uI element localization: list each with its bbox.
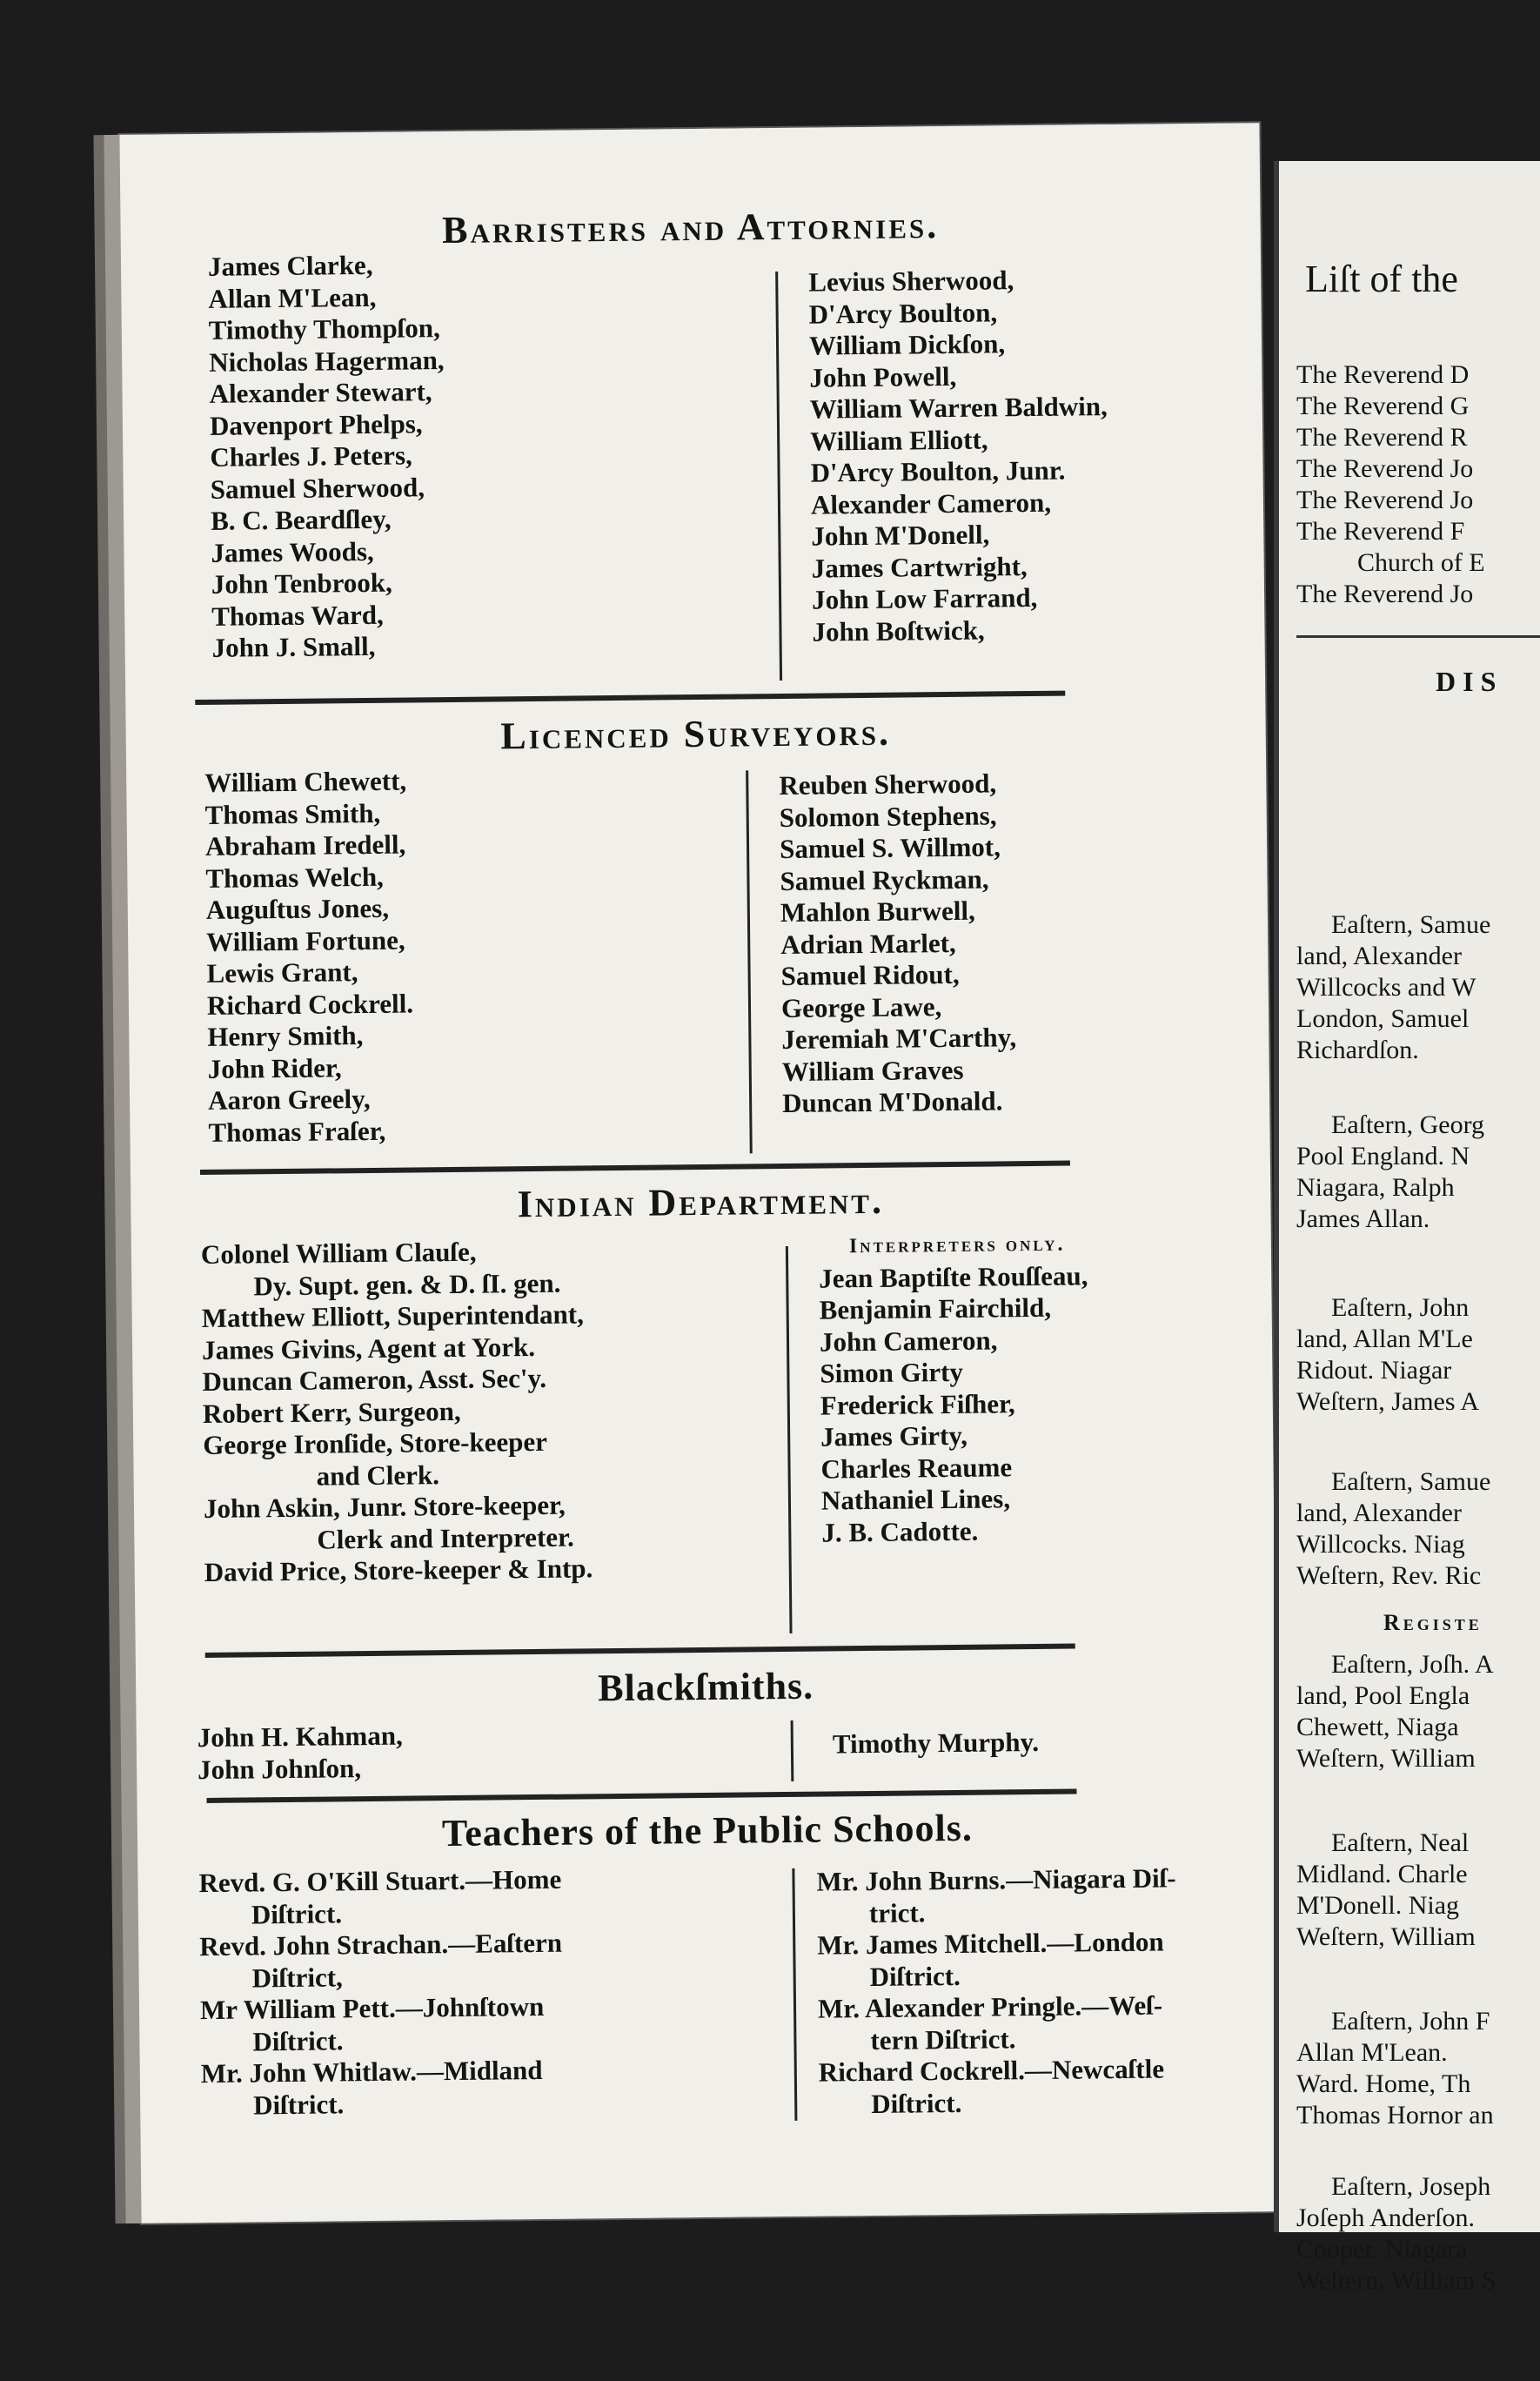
section-rule [205, 1644, 1075, 1658]
list-entry: Simon Girty [820, 1356, 964, 1389]
list-entry: Timothy Thompſon, [208, 312, 440, 345]
list-entry: Thomas Ward, [211, 599, 384, 632]
interpreters-heading: Interpreters only. [848, 1232, 1066, 1258]
district-line: Weſtern, James A [1296, 1387, 1480, 1416]
list-entry: Clerk and Interpreter. [317, 1521, 574, 1555]
list-entry: John Cameron, [819, 1324, 998, 1358]
district-line: Weſtern, William [1296, 1922, 1476, 1951]
list-entry: William Fortune, [205, 924, 405, 957]
reverend-entry: The Reverend F [1296, 517, 1465, 546]
list-entry: Reuben Sherwood, [779, 768, 997, 801]
indian-right-column [819, 1228, 1091, 1548]
list-entry: John H. Kahman, [197, 1720, 403, 1754]
list-entry: James Woods, [211, 535, 374, 568]
list-entry: James Cartwright, [811, 550, 1028, 584]
list-entry: Aaron Greely, [207, 1083, 371, 1116]
district-line: Weſtern, William [1296, 1744, 1476, 1773]
list-entry: Jeremiah M'Carthy, [781, 1022, 1017, 1056]
surveyors-title: Licenced Surveyors. [500, 710, 892, 758]
list-entry: George Ironſide, Store-keeper [203, 1425, 548, 1461]
list-entry: Frederick Fiſher, [820, 1387, 1015, 1421]
list-entry: Diſtrict. [869, 1960, 961, 1992]
list-entry: Samuel Ryckman, [780, 863, 989, 896]
section-rule [1296, 635, 1540, 638]
list-entry: Duncan M'Donald. [781, 1085, 1003, 1119]
list-entry: Diſtrict. [251, 1897, 343, 1929]
list-entry: Thomas Welch, [205, 861, 384, 894]
list-entry: Mr. John Whitlaw.—Midland [200, 2054, 543, 2089]
list-entry: John Boſtwick, [812, 614, 985, 647]
list-entry: John Johnſon, [197, 1752, 362, 1785]
list-entry: Alexander Cameron, [810, 486, 1052, 520]
district-line: Thomas Hornor an [1296, 2101, 1494, 2129]
district-line: land, Pool Engla [1296, 1681, 1470, 1710]
list-entry: David Price, Store-keeper & Intp. [204, 1553, 593, 1587]
district-line: Eaſtern, Samue [1331, 1467, 1491, 1496]
district-block [1296, 1649, 1494, 1774]
teachers-left-column [198, 1864, 564, 2122]
list-entry: Samuel Ridout, [780, 958, 960, 992]
list-entry: Richard Cockrell. [206, 987, 414, 1021]
list-entry: Auguſtus Jones, [205, 892, 390, 925]
surveyors-right-column [779, 768, 1017, 1119]
column-divider [792, 1868, 797, 2121]
section-rule [195, 691, 1065, 705]
list-entry: Revd. John Strachan.—Eaſtern [199, 1927, 563, 1962]
list-entry: Charles J. Peters, [210, 439, 412, 473]
list-entry: D'Arcy Boulton, [808, 296, 998, 330]
teachers-right-column [816, 1862, 1178, 2120]
reverend-entry: The Reverend Jo [1296, 486, 1474, 514]
list-entry: Diſtrict. [871, 2087, 962, 2119]
list-entry: Alexander Stewart, [209, 376, 432, 409]
district-line: Eaſtern, Georg [1331, 1110, 1485, 1139]
list-entry: Diſtrict. [252, 2088, 345, 2120]
list-entry: Samuel Sherwood, [210, 471, 425, 505]
surveyors-left-column [204, 765, 415, 1148]
list-entry: Diſtrict. [252, 2024, 344, 2056]
district-line: Weſtern, Rev. Ric [1296, 1561, 1482, 1590]
barristers-right-column [808, 264, 1110, 648]
district-line: Eaſtern, Neal [1331, 1828, 1470, 1857]
list-entry: Mahlon Burwell, [780, 895, 975, 929]
list-entry: Revd. G. O'Kill Stuart.—Home [198, 1863, 562, 1899]
district-block [1296, 1292, 1479, 1418]
column-divider [746, 770, 753, 1153]
district-block [1296, 2171, 1496, 2297]
list-entry: Mr. James Mitchell.—London [817, 1926, 1164, 1961]
list-entry: John Tenbrook, [211, 567, 392, 600]
facing-page-title: Liſt of the [1305, 258, 1458, 300]
district-line: Eaſtern, Samue [1331, 910, 1491, 939]
district-block [1296, 1110, 1484, 1235]
column-divider [791, 1720, 794, 1781]
list-entry: and Clerk. [316, 1459, 440, 1492]
district-line: Eaſtern, Joſh. A [1331, 1650, 1494, 1679]
reverend-entry: The Reverend R [1296, 423, 1468, 452]
districts-heading: DIS [1436, 666, 1503, 697]
list-entry: Davenport Phelps, [209, 407, 423, 441]
district-line: Pool England. N [1296, 1142, 1470, 1170]
reverend-list [1296, 359, 1485, 610]
list-entry: James Girty, [820, 1419, 968, 1452]
district-block [1296, 2006, 1494, 2131]
list-entry: Mr. John Burns.—Niagara Diſ- [816, 1862, 1176, 1897]
district-line: land, Alexander [1296, 942, 1462, 970]
list-entry: tern Diſtrict. [870, 2022, 1016, 2056]
district-line: Joſeph Anderſon. [1296, 2203, 1475, 2232]
list-entry: Henry Smith, [207, 1020, 364, 1052]
list-entry: Solomon Stephens, [779, 799, 997, 833]
list-entry: Thomas Fraſer, [208, 1115, 386, 1148]
list-entry: Mr William Pett.—Johnſtown [199, 1990, 545, 2026]
list-entry: B. C. Beardſley, [210, 503, 392, 536]
list-entry: William Elliott, [810, 423, 988, 457]
left-page [119, 123, 1281, 2223]
list-entry: Diſtrict, [251, 1961, 343, 1993]
list-entry: J. B. Cadotte. [821, 1515, 979, 1548]
blacksmiths-right-column [833, 1727, 1040, 1761]
list-entry: Mr. Alexander Pringle.—Weſ- [817, 1989, 1163, 2024]
district-line: Weſtern, William S [1296, 2266, 1496, 2295]
list-entry: Duncan Cameron, Asst. Sec'y. [202, 1362, 547, 1398]
list-entry: John J. Small, [211, 630, 376, 663]
registers-heading: Regiſte [1383, 1610, 1483, 1635]
section-rule [206, 1789, 1076, 1803]
reverend-entry: The Reverend G [1296, 392, 1470, 420]
list-entry: William Chewett, [204, 765, 407, 798]
list-entry: D'Arcy Boulton, Junr. [810, 454, 1066, 488]
district-line: Midland. Charle [1296, 1860, 1468, 1888]
reverend-entry: The Reverend Jo [1296, 454, 1474, 483]
district-line: M'Donell. Niag [1296, 1891, 1460, 1920]
list-entry: Timothy Murphy. [832, 1726, 1040, 1760]
list-entry: Allan M'Lean, [208, 281, 377, 314]
district-line: Allan M'Lean. [1296, 2038, 1448, 2067]
list-entry: Nicholas Hagerman, [209, 344, 445, 378]
list-entry: trict. [868, 1896, 926, 1928]
barristers-left-column [208, 249, 447, 664]
list-entry: Abraham Iredell, [204, 828, 406, 862]
list-entry: Robert Kerr, Surgeon, [202, 1395, 461, 1429]
list-entry: William Graves [781, 1054, 964, 1087]
district-line: Eaſtern, Joseph [1331, 2172, 1491, 2201]
district-block [1296, 1466, 1490, 1592]
list-entry: John M'Donell, [811, 519, 990, 552]
blacksmiths-title: Blackſmiths. [597, 1664, 814, 1710]
list-entry: Matthew Elliott, Superintendant, [201, 1298, 585, 1334]
list-entry: Charles Reaume [820, 1451, 1013, 1485]
list-entry: Nathaniel Lines, [820, 1483, 1011, 1516]
district-line: Eaſtern, John [1331, 1293, 1470, 1322]
list-entry: Richard Cockrell.—Newcaſtle [818, 2053, 1165, 2088]
district-line: James Allan. [1296, 1204, 1430, 1233]
district-line: Willcocks and W [1296, 973, 1476, 1002]
district-line: Chewett, Niaga [1296, 1713, 1459, 1741]
list-entry: William Warren Baldwin, [809, 391, 1108, 425]
indian-department-title: Indian Department. [517, 1178, 885, 1226]
district-line: Ridout. Niagar [1296, 1356, 1452, 1385]
barristers-title: Barristers and Attornies. [441, 204, 940, 252]
list-entry: William Dickſon, [808, 328, 1006, 361]
list-entry: John Rider, [207, 1051, 342, 1084]
list-entry: Samuel S. Willmot, [779, 831, 1001, 865]
list-entry: Jean Baptiſte Rouſſeau, [819, 1259, 1088, 1294]
column-divider [775, 272, 782, 681]
district-block [1296, 909, 1490, 1066]
list-entry: Levius Sherwood, [808, 265, 1014, 298]
list-entry: George Lawe, [780, 990, 942, 1023]
list-entry: John Low Farrand, [811, 581, 1038, 615]
list-entry: Thomas Smith, [204, 797, 381, 830]
district-line: land, Alexander [1296, 1499, 1462, 1527]
district-line: Eaſtern, John F [1331, 2007, 1490, 2036]
list-entry: Lewis Grant, [206, 956, 358, 989]
indian-left-column [201, 1235, 593, 1588]
district-line: Willcocks. Niag [1296, 1530, 1465, 1559]
column-divider [786, 1246, 793, 1633]
district-line: Richardſon. [1296, 1036, 1419, 1064]
district-line: land, Allan M'Le [1296, 1325, 1473, 1353]
list-entry: Benjamin Fairchild, [819, 1291, 1052, 1325]
section-rule [200, 1161, 1070, 1175]
list-entry: James Clarke, [207, 249, 373, 282]
district-line: Cooper. Niagara [1296, 2235, 1468, 2264]
district-block [1296, 1828, 1476, 1953]
district-line: London, Samuel [1296, 1004, 1470, 1033]
list-entry: Adrian Marlet, [780, 927, 956, 960]
facing-page [1279, 161, 1540, 2295]
list-entry: James Givins, Agent at York. [201, 1331, 536, 1365]
reverend-entry: The Reverend Jo [1296, 580, 1474, 608]
list-entry: John Powell, [809, 360, 957, 393]
teachers-title: Teachers of the Public Schools. [441, 1806, 974, 1855]
list-entry: John Askin, Junr. Store-keeper, [203, 1489, 566, 1524]
list-entry: Dy. Supt. gen. & D. ſI. gen. [253, 1267, 561, 1301]
district-line: Ward. Home, Th [1296, 2069, 1471, 2098]
district-line: Niagara, Ralph [1296, 1173, 1455, 1202]
blacksmiths-left-column [198, 1720, 404, 1786]
reverend-entry: The Reverend D [1296, 360, 1470, 389]
reverend-entry: Church of E [1357, 548, 1485, 577]
list-entry: Colonel William Clauſe, [200, 1236, 477, 1271]
